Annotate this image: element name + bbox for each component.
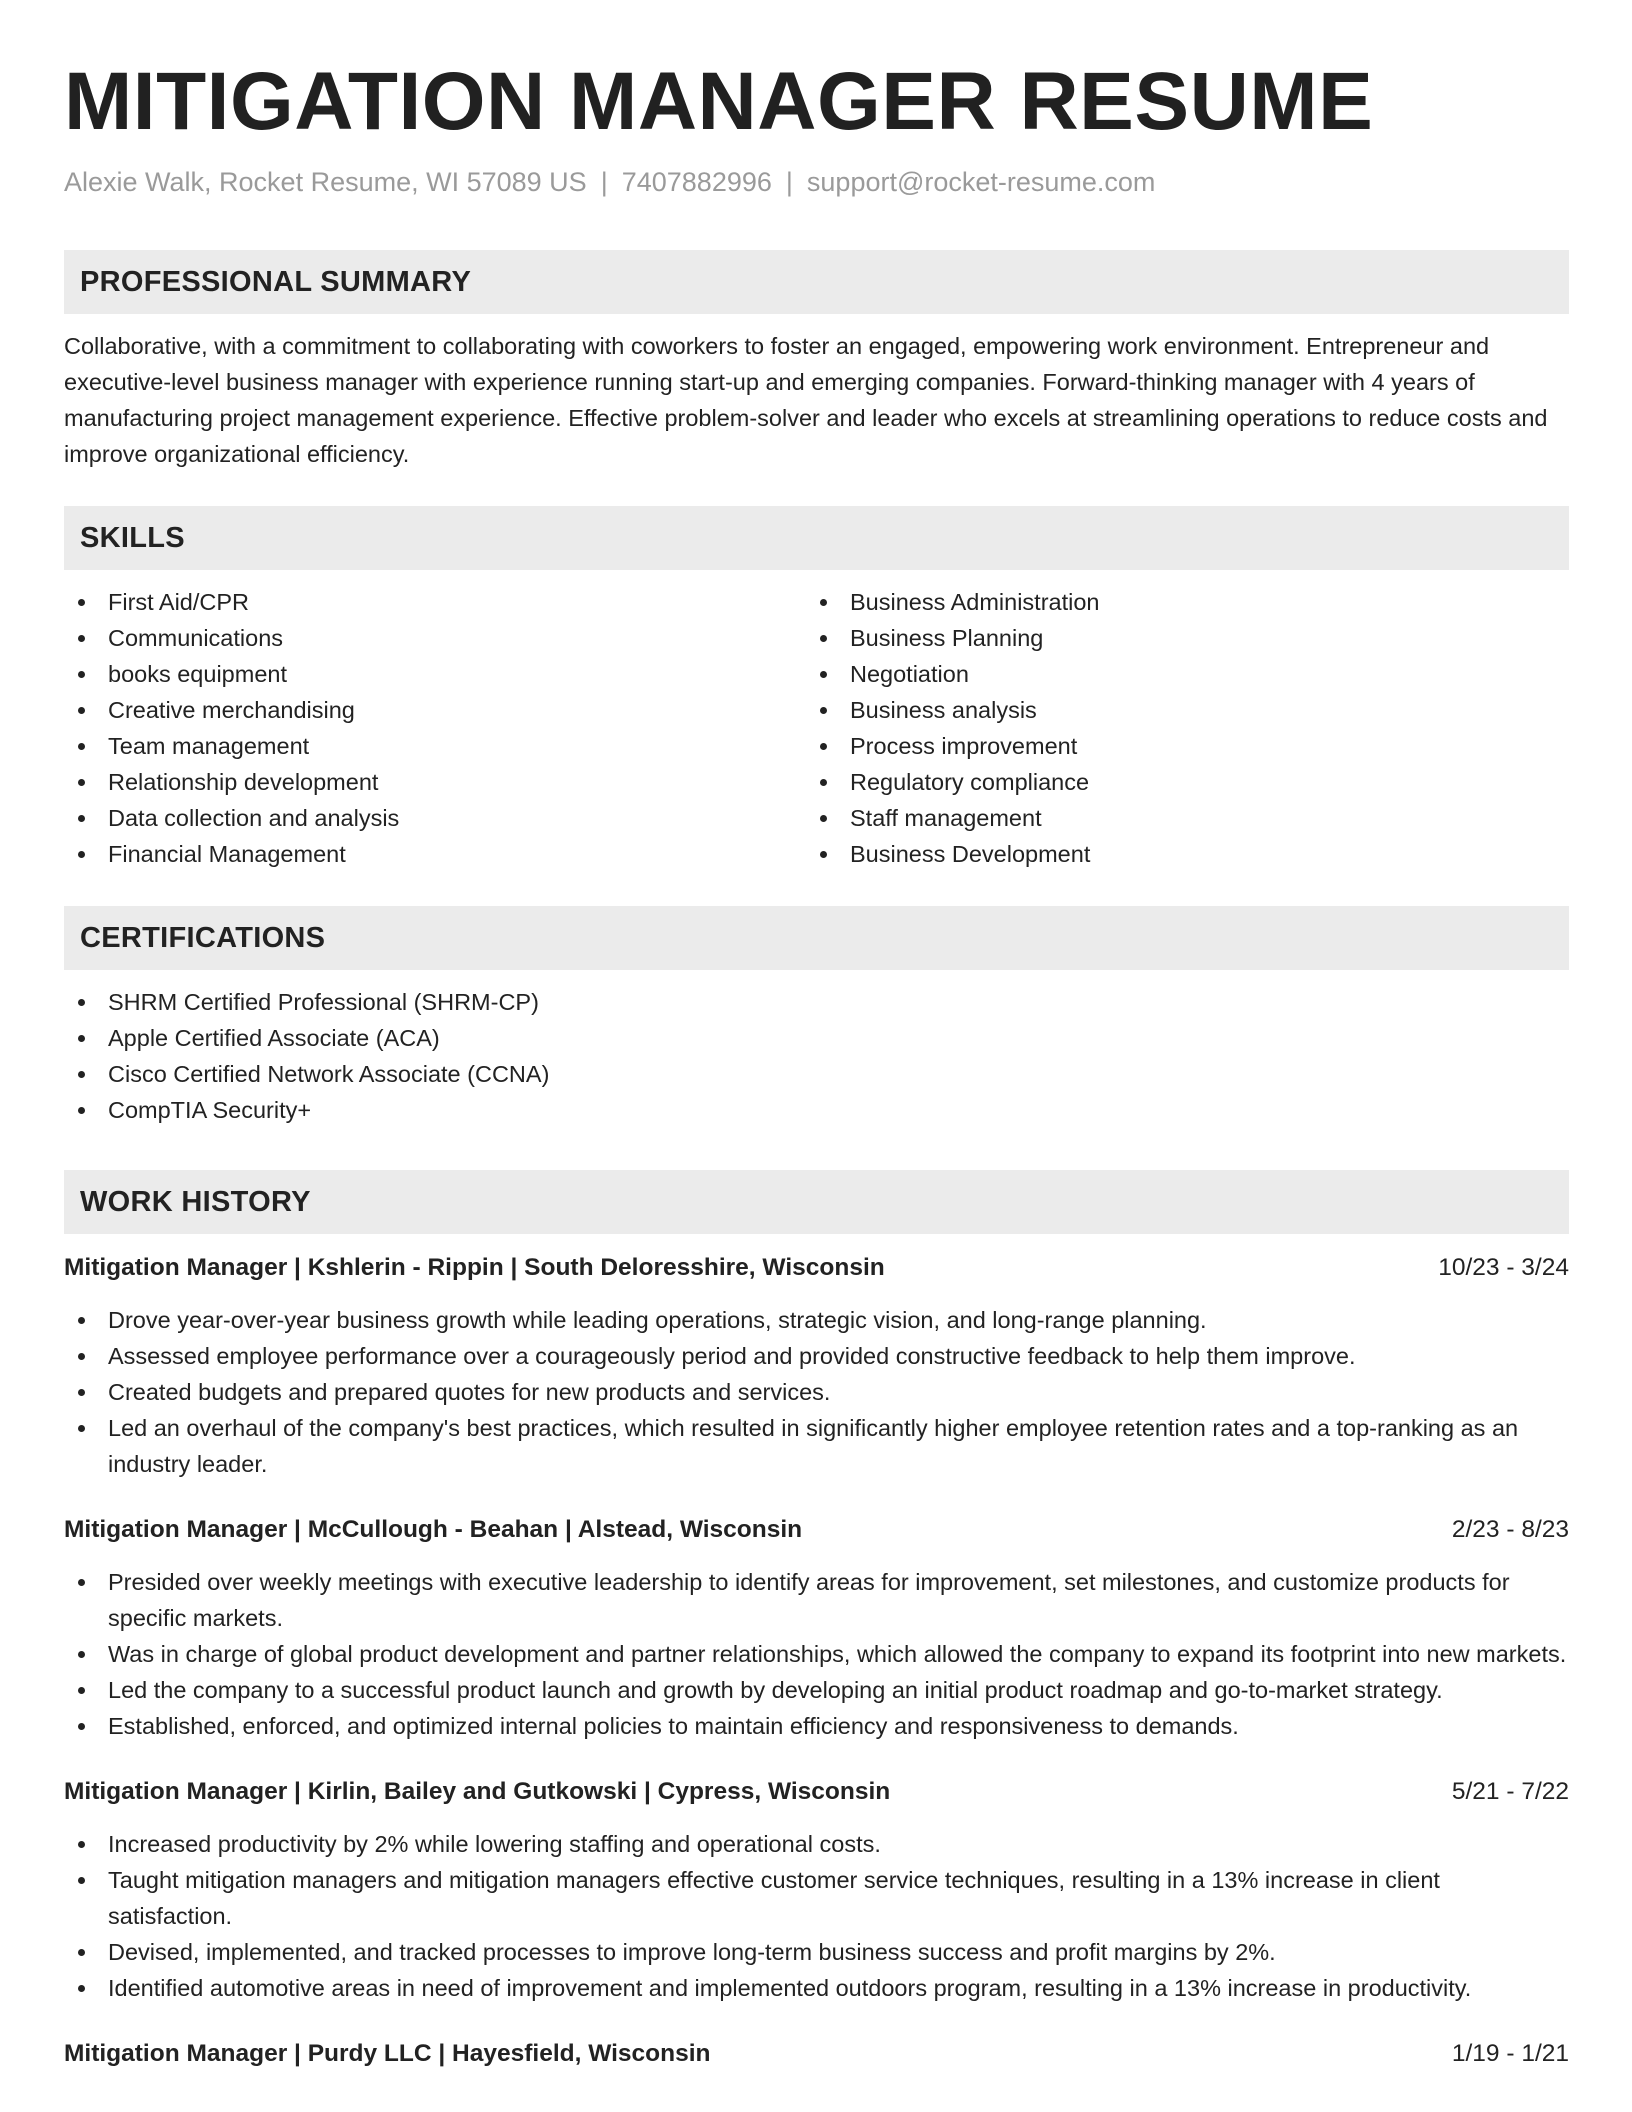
certifications-section-header [64, 906, 1569, 970]
skill-item: Business Administration [806, 584, 1548, 620]
skill-item: Relationship development [64, 764, 806, 800]
skill-item: Communications [64, 620, 806, 656]
skill-item: Business analysis [806, 692, 1548, 728]
summary-heading: PROFESSIONAL SUMMARY [80, 265, 472, 298]
contact-email[interactable]: support@rocket-resume.com [806, 167, 1156, 197]
skill-item: Business Development [806, 836, 1548, 872]
job-bullet: Led the company to a successful product launch and growth by developing an initial product roadmap and go-to-market strategy. [64, 1672, 1569, 1708]
job-bullet: Presided over weekly meetings with executive leadership to identify areas for improvement, set milestones, and customize products for specific markets. [64, 1564, 1569, 1636]
skill-item: Financial Management [64, 836, 806, 872]
job-bullet: Identified automotive areas in need of improvement and implemented outdoors program, resulting in a 13% increase in productivity. [64, 1970, 1569, 2006]
job-header [64, 2036, 1569, 2072]
skill-item: Data collection and analysis [64, 800, 806, 836]
job-header [64, 1512, 1569, 1548]
skills-list-left [64, 584, 806, 872]
skill-item: Regulatory compliance [806, 764, 1548, 800]
skill-item: Staff management [806, 800, 1548, 836]
skill-item: Negotiation [806, 656, 1548, 692]
job-dates: 10/23 - 3/24 [1438, 1254, 1569, 1281]
job-dates: 1/19 - 1/21 [1451, 2040, 1569, 2067]
skills-heading: SKILLS [80, 521, 185, 554]
job-entry [64, 1250, 1569, 1482]
job-entry [64, 1774, 1569, 2006]
contact-separator: | [785, 167, 793, 197]
resume-page [64, 0, 1569, 2072]
certifications-list [64, 984, 1569, 1128]
skill-item: Creative merchandising [64, 692, 806, 728]
skills-grid [64, 584, 1569, 872]
skill-item: Team management [64, 728, 806, 764]
job-title: Mitigation Manager | Purdy LLC | Hayesfield, Wisconsin [64, 2040, 711, 2067]
job-entry [64, 1512, 1569, 1744]
summary-text: Collaborative, with a commitment to collaborating with coworkers to foster an engaged, empowering work environment. Entrepreneur and executive-level business manager with experience running start-up and emerging companies. Forward-thinking manager with 4 years of manufacturing project management experience. Effective problem-solver and leader who excels at streamlining operations to reduce costs and improve organizational efficiency. [64, 333, 1548, 467]
job-bullet: Taught mitigation managers and mitigation managers effective customer service techniques, resulting in a 13% increase in client satisfaction. [64, 1862, 1569, 1934]
certification-item: CompTIA Security+ [64, 1092, 1569, 1128]
job-dates: 2/23 - 8/23 [1451, 1516, 1569, 1543]
skills-section-header [64, 506, 1569, 570]
job-title: Mitigation Manager | Kshlerin - Rippin | South Deloresshire, Wisconsin [64, 1254, 885, 1281]
job-bullets [64, 1302, 1569, 1482]
job-bullet: Increased productivity by 2% while lowering staffing and operational costs. [64, 1826, 1569, 1862]
job-bullet: Created budgets and prepared quotes for new products and services. [64, 1374, 1569, 1410]
job-bullet: Was in charge of global product development and partner relationships, which allowed the company to expand its footprint into new markets. [64, 1636, 1569, 1672]
certifications-heading: CERTIFICATIONS [80, 921, 326, 954]
certification-item: Cisco Certified Network Associate (CCNA) [64, 1056, 1569, 1092]
skills-list-right [806, 584, 1548, 872]
contact-phone: 7407882996 [621, 167, 772, 197]
job-bullet: Led an overhaul of the company's best practices, which resulted in significantly higher employee retention rates and a top-ranking as an industry leader. [64, 1410, 1569, 1482]
job-entry [64, 2036, 1569, 2072]
certification-item: SHRM Certified Professional (SHRM-CP) [64, 984, 1569, 1020]
job-bullets [64, 1564, 1569, 1744]
job-title: Mitigation Manager | McCullough - Beahan | Alstead, Wisconsin [64, 1516, 803, 1543]
job-bullet: Drove year-over-year business growth while leading operations, strategic vision, and long-range planning. [64, 1302, 1569, 1338]
job-header [64, 1250, 1569, 1286]
job-bullet: Established, enforced, and optimized internal policies to maintain efficiency and responsiveness to demands. [64, 1708, 1569, 1744]
skill-item: Business Planning [806, 620, 1548, 656]
skill-item: books equipment [64, 656, 806, 692]
contact-separator: | [600, 167, 608, 197]
skill-item: First Aid/CPR [64, 584, 806, 620]
job-bullet: Assessed employee performance over a courageously period and provided constructive feedback to help them improve. [64, 1338, 1569, 1374]
job-dates: 5/21 - 7/22 [1451, 1778, 1569, 1805]
work-heading: WORK HISTORY [80, 1185, 311, 1218]
job-bullets [64, 1826, 1569, 2006]
certification-item: Apple Certified Associate (ACA) [64, 1020, 1569, 1056]
job-title: Mitigation Manager | Kirlin, Bailey and Gutkowski | Cypress, Wisconsin [64, 1778, 891, 1805]
skill-item: Process improvement [806, 728, 1548, 764]
contact-line [64, 164, 1569, 200]
summary-section-header [64, 250, 1569, 314]
job-bullet: Devised, implemented, and tracked processes to improve long-term business success and profit margins by 2%. [64, 1934, 1569, 1970]
contact-address: Alexie Walk, Rocket Resume, WI 57089 US [64, 167, 587, 197]
job-header [64, 1774, 1569, 1810]
work-section-header [64, 1170, 1569, 1234]
resume-title: MITIGATION MANAGER RESUME [64, 56, 1374, 147]
